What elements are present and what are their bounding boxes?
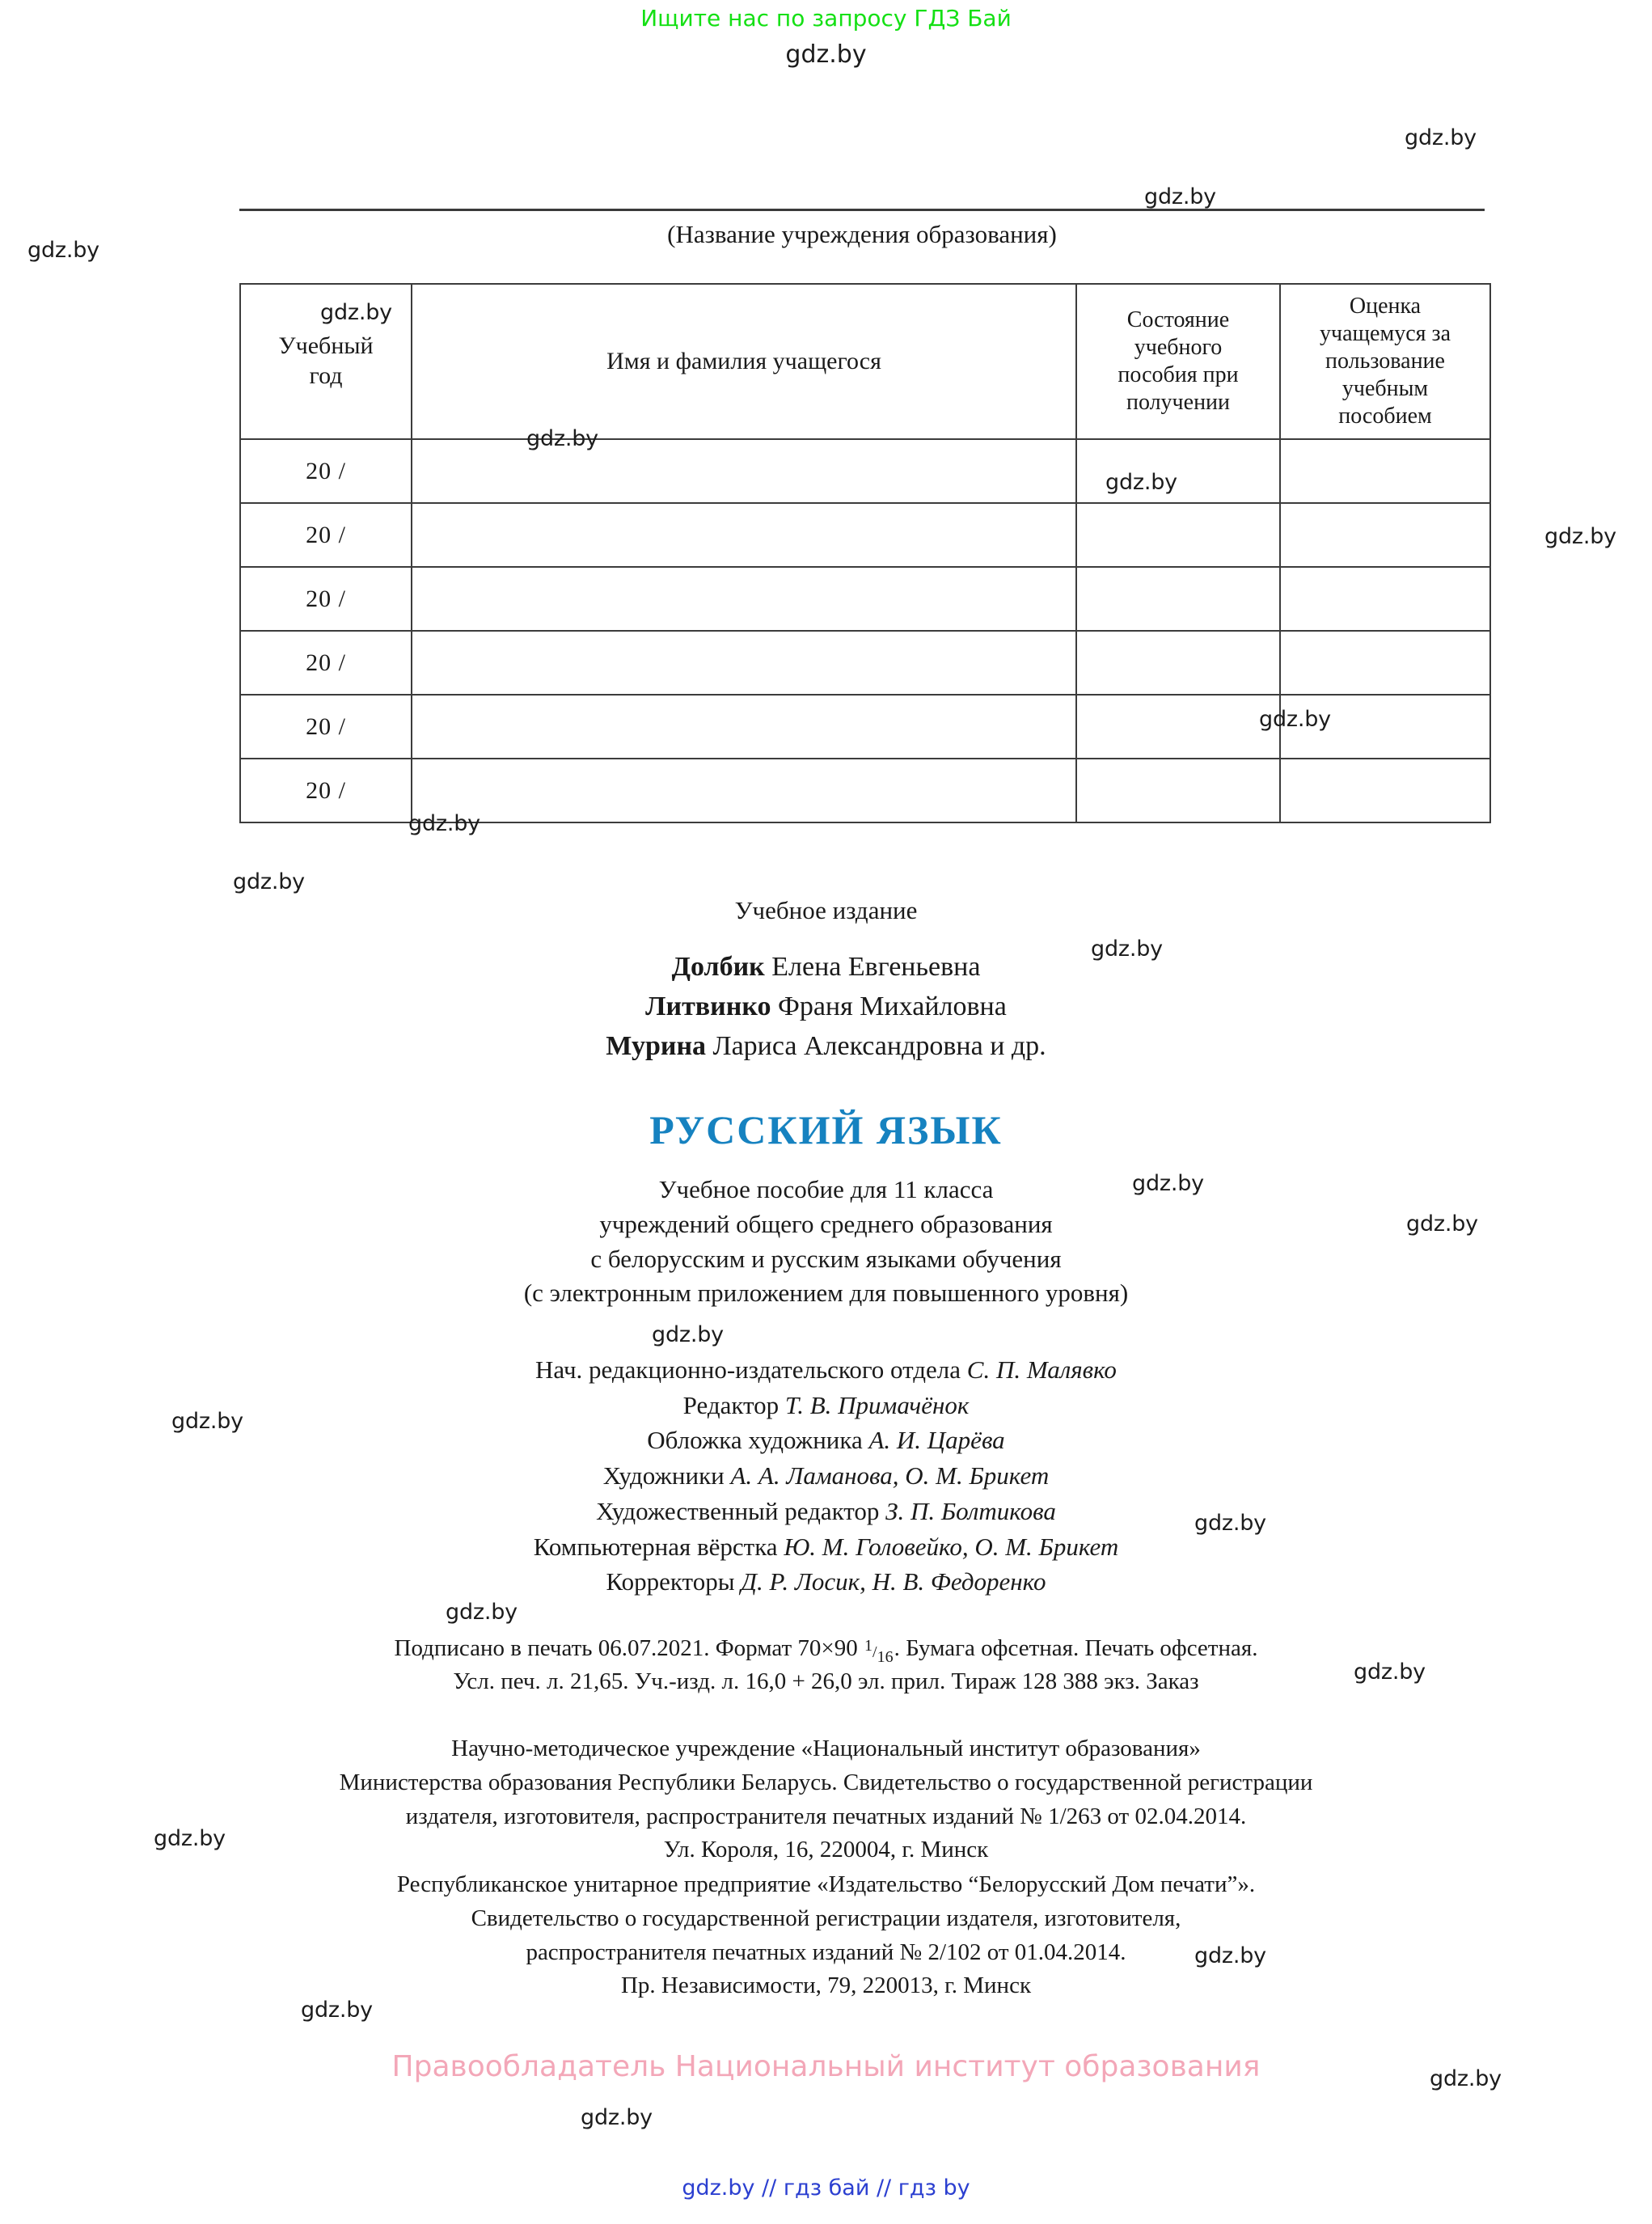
table-row [240, 759, 1490, 822]
cell-name[interactable] [412, 439, 1076, 503]
credit-line [0, 1564, 1652, 1600]
cell-mark[interactable] [1280, 503, 1490, 567]
institution-caption: (Название учреждения образования) [667, 220, 1057, 248]
credit-line [0, 1352, 1652, 1388]
watermark: gdz.by [320, 300, 392, 325]
watermark: gdz.by [1259, 707, 1331, 732]
printer-line: Свидетельство о государственной регистрации издателя, изготовителя, [471, 1905, 1181, 1931]
cell-state[interactable] [1076, 759, 1280, 822]
watermark: gdz.by [1406, 1211, 1478, 1237]
author-line [0, 987, 1652, 1027]
subtitle-line: (с электронным приложением для повышенного уровня) [523, 1279, 1129, 1308]
cell-state[interactable] [1076, 631, 1280, 695]
cell-state[interactable] [1076, 439, 1280, 503]
credit-role: Редактор [682, 1390, 785, 1419]
watermark: gdz.by [233, 869, 305, 894]
watermark: gdz.by [1194, 1943, 1266, 1968]
cell-mark[interactable] [1280, 439, 1490, 503]
watermark: gdz.by [408, 811, 480, 836]
watermark: gdz.by [1105, 470, 1177, 495]
credit-line [0, 1529, 1652, 1565]
publisher-line: Научно-методическое учреждение «Национальный институт образования» [451, 1736, 1201, 1761]
credit-person: Д. Р. Лосик, Н. В. Федоренко [741, 1567, 1046, 1596]
credit-role: Нач. редакционно-издательского отдела [535, 1355, 967, 1384]
cell-name[interactable] [412, 759, 1076, 822]
cell-name[interactable] [412, 631, 1076, 695]
column-header-state: Состояние учебного пособия при получении [1076, 284, 1280, 439]
subtitle-line: учреждений общего среднего образования [599, 1209, 1053, 1238]
watermark: gdz.by [1194, 1511, 1266, 1536]
book-title: РУССКИЙ ЯЗЫК [649, 1107, 1003, 1152]
credit-role: Художественный редактор [596, 1496, 886, 1525]
credit-line [0, 1423, 1652, 1458]
table-header [240, 284, 1490, 439]
table-row [240, 439, 1490, 503]
cell-year[interactable]: 20 / [240, 759, 412, 822]
column-header-name: Имя и фамилия учащегося [412, 284, 1076, 439]
footer-links: gdz.by // гдз бай // гдз by [682, 2175, 970, 2201]
credit-line [0, 1388, 1652, 1423]
cell-year[interactable]: 20 / [240, 503, 412, 567]
cell-name[interactable] [412, 567, 1076, 631]
author-surname: Долбик [671, 952, 765, 982]
credit-person: С. П. Малявко [966, 1355, 1117, 1384]
cell-state[interactable] [1076, 567, 1280, 631]
printer-line: Республиканское унитарное предприятие «Издательство “Белорусский Дом печати”». [396, 1871, 1256, 1897]
book-registration-table [239, 283, 1491, 823]
watermark: gdz.by [1544, 524, 1616, 549]
cell-name[interactable] [412, 695, 1076, 759]
author-surname: Литвинко [645, 991, 771, 1021]
institution-rule [239, 209, 1485, 211]
subtitle-line: с белорусским и русским языками обучения [590, 1244, 1062, 1273]
table-row [240, 567, 1490, 631]
print-info-line-1 [0, 1632, 1652, 1665]
author-given-names: Елена Евгеньевна [764, 952, 981, 982]
watermark: gdz.by [652, 1322, 724, 1347]
publisher-line: издателя, изготовителя, распространителя печатных изданий № 1/263 от 02.04.2014. [405, 1803, 1247, 1829]
credit-person: А. И. Царёва [868, 1426, 1005, 1455]
edition-label: Учебное издание [734, 896, 918, 924]
watermark: gdz.by [1430, 2066, 1502, 2091]
watermark: gdz.by [171, 1409, 243, 1434]
cell-year[interactable]: 20 / [240, 439, 412, 503]
book-subtitle [0, 1173, 1652, 1311]
credit-line [0, 1494, 1652, 1529]
credit-person: А. А. Ламанова, О. М. Брикет [730, 1461, 1050, 1490]
credit-role: Компьютерная вёрстка [533, 1532, 784, 1561]
cell-state[interactable] [1076, 695, 1280, 759]
publisher-info [0, 1732, 1652, 1867]
watermark: gdz.by [154, 1826, 226, 1851]
credit-person: Ю. М. Головейко, О. М. Брикет [784, 1532, 1119, 1561]
credit-line [0, 1458, 1652, 1494]
printer-line: распространителя печатных изданий № 2/102 от 01.04.2014. [526, 1939, 1126, 1965]
cell-year[interactable]: 20 / [240, 631, 412, 695]
column-header-year: Учебный год [240, 284, 412, 439]
cell-mark[interactable] [1280, 631, 1490, 695]
author-given-names: Лариса Александровна и др. [706, 1030, 1046, 1061]
credit-role: Корректоры [606, 1567, 741, 1596]
author-given-names: Франя Михайловна [771, 991, 1007, 1021]
cell-year[interactable]: 20 / [240, 695, 412, 759]
watermark: gdz.by [27, 238, 99, 263]
watermark: gdz.by [301, 1998, 373, 2023]
watermark: gdz.by [446, 1600, 518, 1625]
watermark: gdz.by [1132, 1171, 1204, 1196]
table-row [240, 503, 1490, 567]
cell-mark[interactable] [1280, 759, 1490, 822]
watermark: gdz.by [1354, 1660, 1426, 1685]
print-info-line-2: Усл. печ. л. 21,65. Уч.-изд. л. 16,0 + 26,0 эл. прил. Тираж 128 388 экз. Заказ [453, 1668, 1199, 1695]
publisher-line: Ул. Короля, 16, 220004, г. Минск [663, 1837, 989, 1863]
credit-role: Художники [602, 1461, 731, 1490]
promo-site: gdz.by [785, 40, 867, 69]
cell-mark[interactable] [1280, 567, 1490, 631]
cell-mark[interactable] [1280, 695, 1490, 759]
table-row [240, 695, 1490, 759]
print-info-line-1-a: Подписано в печать 06.07.2021. Формат 70×90 [394, 1635, 864, 1661]
credit-person: Т. В. Примачёнок [784, 1390, 970, 1419]
table-body [240, 439, 1490, 822]
author-line [0, 948, 1652, 987]
author-line [0, 1027, 1652, 1067]
column-header-mark: Оценка учащемуся за пользование учебным пособием [1280, 284, 1490, 439]
promo-banner: Ищите нас по запросу ГДЗ Бай [640, 5, 1012, 32]
author-surname: Мурина [606, 1030, 707, 1061]
table-row [240, 631, 1490, 695]
watermark: gdz.by [526, 426, 598, 451]
authors-list [0, 948, 1652, 1067]
watermark: gdz.by [581, 2105, 653, 2130]
cell-name[interactable] [412, 503, 1076, 567]
watermark: gdz.by [1091, 937, 1163, 962]
print-info [0, 1632, 1652, 1698]
print-info-line-1-b: . Бумага офсетная. Печать офсетная. [894, 1635, 1258, 1661]
table-header-row [240, 284, 1490, 439]
publisher-line: Министерства образования Республики Беларусь. Свидетельство о государственной регистрации [339, 1769, 1313, 1795]
credit-person: З. П. Болтикова [885, 1496, 1056, 1525]
credit-role: Обложка художника [647, 1426, 869, 1455]
editorial-credits [0, 1352, 1652, 1600]
watermark: gdz.by [1405, 125, 1477, 150]
fraction-denominator: 16 [877, 1648, 894, 1666]
subtitle-line: Учебное пособие для 11 класса [658, 1175, 994, 1203]
printer-line: Пр. Независимости, 79, 220013, г. Минск [620, 1972, 1032, 1999]
cell-year[interactable]: 20 / [240, 567, 412, 631]
printer-info [0, 1868, 1652, 2003]
format-fraction: 1/16 [864, 1637, 894, 1666]
copyright-notice: Правообладатель Национальный институт образования [391, 2050, 1261, 2083]
fraction-numerator: 1 [864, 1637, 873, 1655]
watermark: gdz.by [1144, 184, 1216, 209]
cell-state[interactable] [1076, 503, 1280, 567]
